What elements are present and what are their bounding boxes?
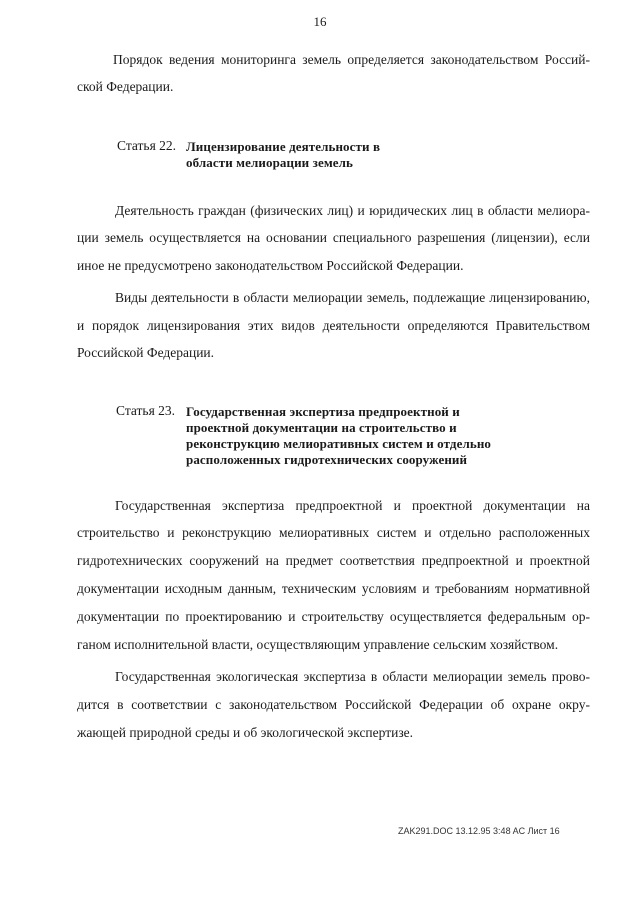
article-22-para1-line-1: Деятельность граждан (физических лиц) и юридических лиц в области мелиора- (115, 203, 590, 218)
article-22-title-line-1: Лицензирование деятельности в (186, 139, 381, 154)
article-23-para2-line-1: Государственная экологическая экспертиза в области мелиорации земель прово- (115, 669, 590, 684)
article-22-para1-line-3: иное не предусмотрено законодательством Российской Федерации. (77, 258, 464, 273)
article-23-para1-line-1: Государственная экспертиза предпроектной и проектной документации на (115, 498, 590, 513)
intro-line-2: ской Федерации. (77, 79, 174, 94)
article-23-para2-line-2: дится в соответствии с законодательством Российской Федерации об охране окру- (77, 697, 590, 712)
article-23-title-line-4: расположенных гидротехнических сооружений (186, 452, 468, 467)
article-23-title-line-2: проектной документации на строительство и (186, 420, 457, 435)
article-22-number: Статья 22. (117, 138, 177, 153)
document-footer-stamp: ZAK291.DOC 13.12.95 3:48 AC Лист 16 (398, 826, 560, 836)
article-22-para1-line-2: ции земель осуществляется на основании специального разрешения (лицензии), если (77, 230, 590, 245)
article-23-para1-line-2: строительство и реконструкцию мелиоративных систем и отдельно расположенных (77, 525, 590, 540)
article-23-para1-line-4: документации исходным данным, техническим условиям и требованиям нормативной (77, 581, 590, 596)
article-22-para2-line-1: Виды деятельности в области мелиорации земель, подлежащие лицензированию, (115, 290, 590, 305)
article-23-title-line-3: реконструкцию мелиоративных систем и отдельно (186, 436, 492, 451)
article-22-para2-line-2: и порядок лицензирования этих видов деятельности определяются Правительством (77, 318, 590, 333)
article-22-title-line-2: области мелиорации земель (186, 155, 354, 170)
article-23-para2-line-3: жающей природной среды и об экологической экспертизе. (77, 725, 414, 740)
article-23-para1-line-5: документации по проектированию и строительству осуществляется федеральным ор- (77, 609, 590, 624)
article-23-number: Статья 23. (116, 403, 176, 418)
article-23-para1-line-3: гидротехнических сооружений на предмет соответствия предпроектной и проектной (77, 553, 590, 568)
article-23-para1-line-6: ганом исполнительной власти, осуществляющим управление сельским хозяйством. (77, 637, 559, 652)
intro-line-1: Порядок ведения мониторинга земель определяется законодательством Россий- (113, 52, 590, 67)
page-number: 16 (313, 14, 327, 29)
article-22-para2-line-3: Российской Федерации. (77, 345, 215, 360)
article-23-title-line-1: Государственная экспертиза предпроектной и (186, 404, 460, 419)
